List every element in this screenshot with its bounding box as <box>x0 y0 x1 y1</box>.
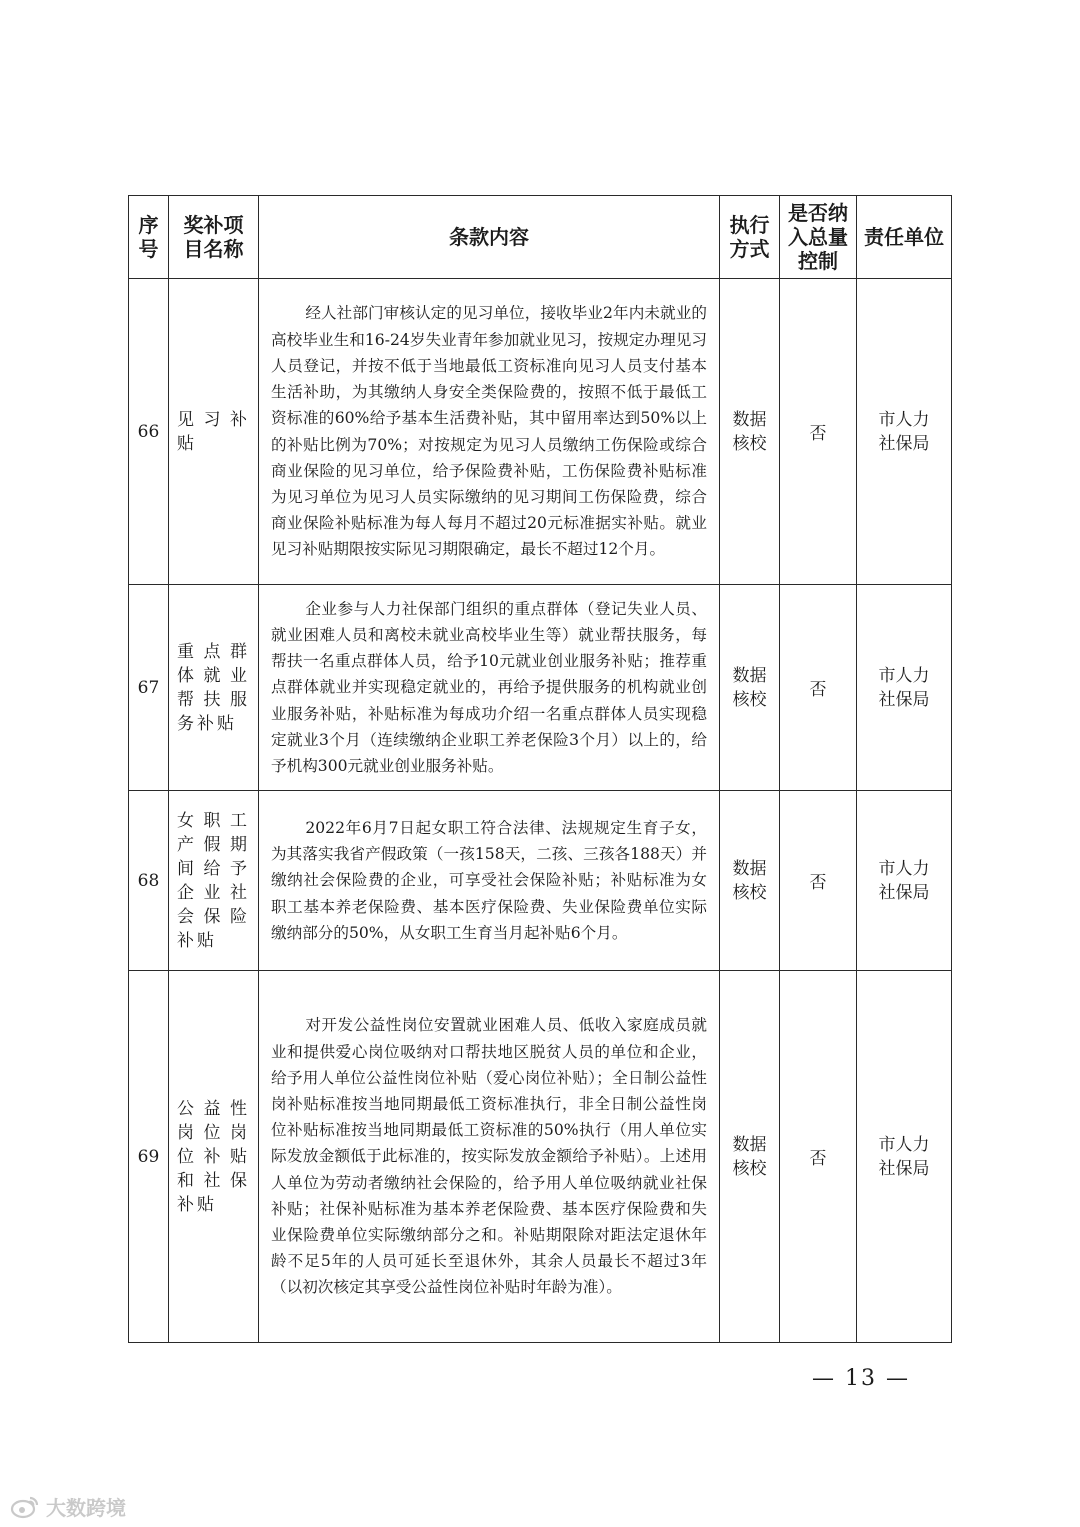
row-number: 67 <box>129 585 169 791</box>
table-row <box>129 585 952 791</box>
row-ctrl: 否 <box>780 791 857 971</box>
weibo-logo-icon <box>10 1495 40 1519</box>
row-ctrl: 否 <box>780 279 857 585</box>
table-header-row <box>129 196 952 279</box>
table-row <box>129 791 952 971</box>
row-number: 69 <box>129 971 169 1343</box>
watermark <box>10 1492 126 1521</box>
row-mode: 数据 核校 <box>720 971 780 1343</box>
row-unit: 市人力 社保局 <box>857 971 952 1343</box>
header-unit: 责任单位 <box>857 196 952 279</box>
row-mode: 数据 核校 <box>720 791 780 971</box>
row-content: 企业参与人力社保部门组织的重点群体（登记失业人员、就业困难人员和离校未就业高校毕业生等）就业帮扶服务，每帮扶一名重点群体人员，给予10元就业创业服务补贴；推荐重点群体就业并实现稳定就业的，再给予提供服务的机构就业创业服务补贴，补贴标准为每成功介绍一名重点群体人员实现稳定就业3个月（连续缴纳企业职工养老保险3个月）以上的，给予机构300元就业创业服务补贴。 <box>259 585 720 791</box>
row-mode: 数据 核校 <box>720 585 780 791</box>
header-no: 序 号 <box>129 196 169 279</box>
row-content: 经人社部门审核认定的见习单位，接收毕业2年内未就业的高校毕业生和16-24岁失业青年参加就业见习，按规定办理见习人员登记，并按不低于当地最低工资标准向见习人员支付基本生活补助，为其缴纳人身安全类保险费的，按照不低于最低工资标准的60%给予基本生活费补贴，其中留用率达到50%以上的补贴比例为70%；对按规定为见习人员缴纳工伤保险或综合商业保险的见习单位，给予保险费补贴，工伤保险费补贴标准为见习单位为见习人员实际缴纳的见习期间工伤保险费，综合商业保险补贴标准为每人每月不超过20元标准据实补贴。就业见习补贴期限按实际见习期限确定，最长不超过12个月。 <box>259 279 720 585</box>
row-name: 重点群体就业帮扶服务补贴 <box>169 585 259 791</box>
row-number: 66 <box>129 279 169 585</box>
watermark-text: 大数跨境 <box>46 1496 126 1520</box>
row-unit: 市人力 社保局 <box>857 791 952 971</box>
page-number: — 13 — <box>812 1366 910 1391</box>
row-content: 对开发公益性岗位安置就业困难人员、低收入家庭成员就业和提供爱心岗位吸纳对口帮扶地区脱贫人员的单位和企业，给予用人单位公益性岗位补贴（爱心岗位补贴）；全日制公益性岗补贴标准按当地同期最低工资标准执行，非全日制公益性岗位补贴标准按当地同期最低工资标准的50%执行（用人单位实际发放金额低于此标准的，按实际发放金额给予补贴）。上述用人单位为劳动者缴纳社会保险的，给予用人单位吸纳就业社保补贴；社保补贴标准为基本养老保险费、基本医疗保险费和失业保险费单位实际缴纳部分之和。补贴期限除对距法定退休年龄不足5年的人员可延长至退休外，其余人员最长不超过3年（以初次核定其享受公益性岗位补贴时年龄为准）。 <box>259 971 720 1343</box>
row-number: 68 <box>129 791 169 971</box>
header-mode: 执行 方式 <box>720 196 780 279</box>
header-content: 条款内容 <box>259 196 720 279</box>
row-name: 公益性岗位岗位补贴和社保补贴 <box>169 971 259 1343</box>
header-ctrl: 是否纳 入总量 控制 <box>780 196 857 279</box>
row-unit: 市人力 社保局 <box>857 279 952 585</box>
row-name: 女职工产假期间给予企业社会保险补贴 <box>169 791 259 971</box>
table-row <box>129 279 952 585</box>
row-mode: 数据 核校 <box>720 279 780 585</box>
row-unit: 市人力 社保局 <box>857 585 952 791</box>
row-name: 见习补贴 <box>169 279 259 585</box>
header-name: 奖补项 目名称 <box>169 196 259 279</box>
row-content: 2022年6月7日起女职工符合法律、法规规定生育子女，为其落实我省产假政策（一孩158天，二孩、三孩各188天）并缴纳社会保险费的企业，可享受社会保险补贴；补贴标准为女职工基本养老保险费、基本医疗保险费、失业保险费单位实际缴纳部分的50%，从女职工生育当月起补贴6个月。 <box>259 791 720 971</box>
subsidy-table <box>128 195 952 1343</box>
row-ctrl: 否 <box>780 971 857 1343</box>
table-row <box>129 971 952 1343</box>
row-ctrl: 否 <box>780 585 857 791</box>
